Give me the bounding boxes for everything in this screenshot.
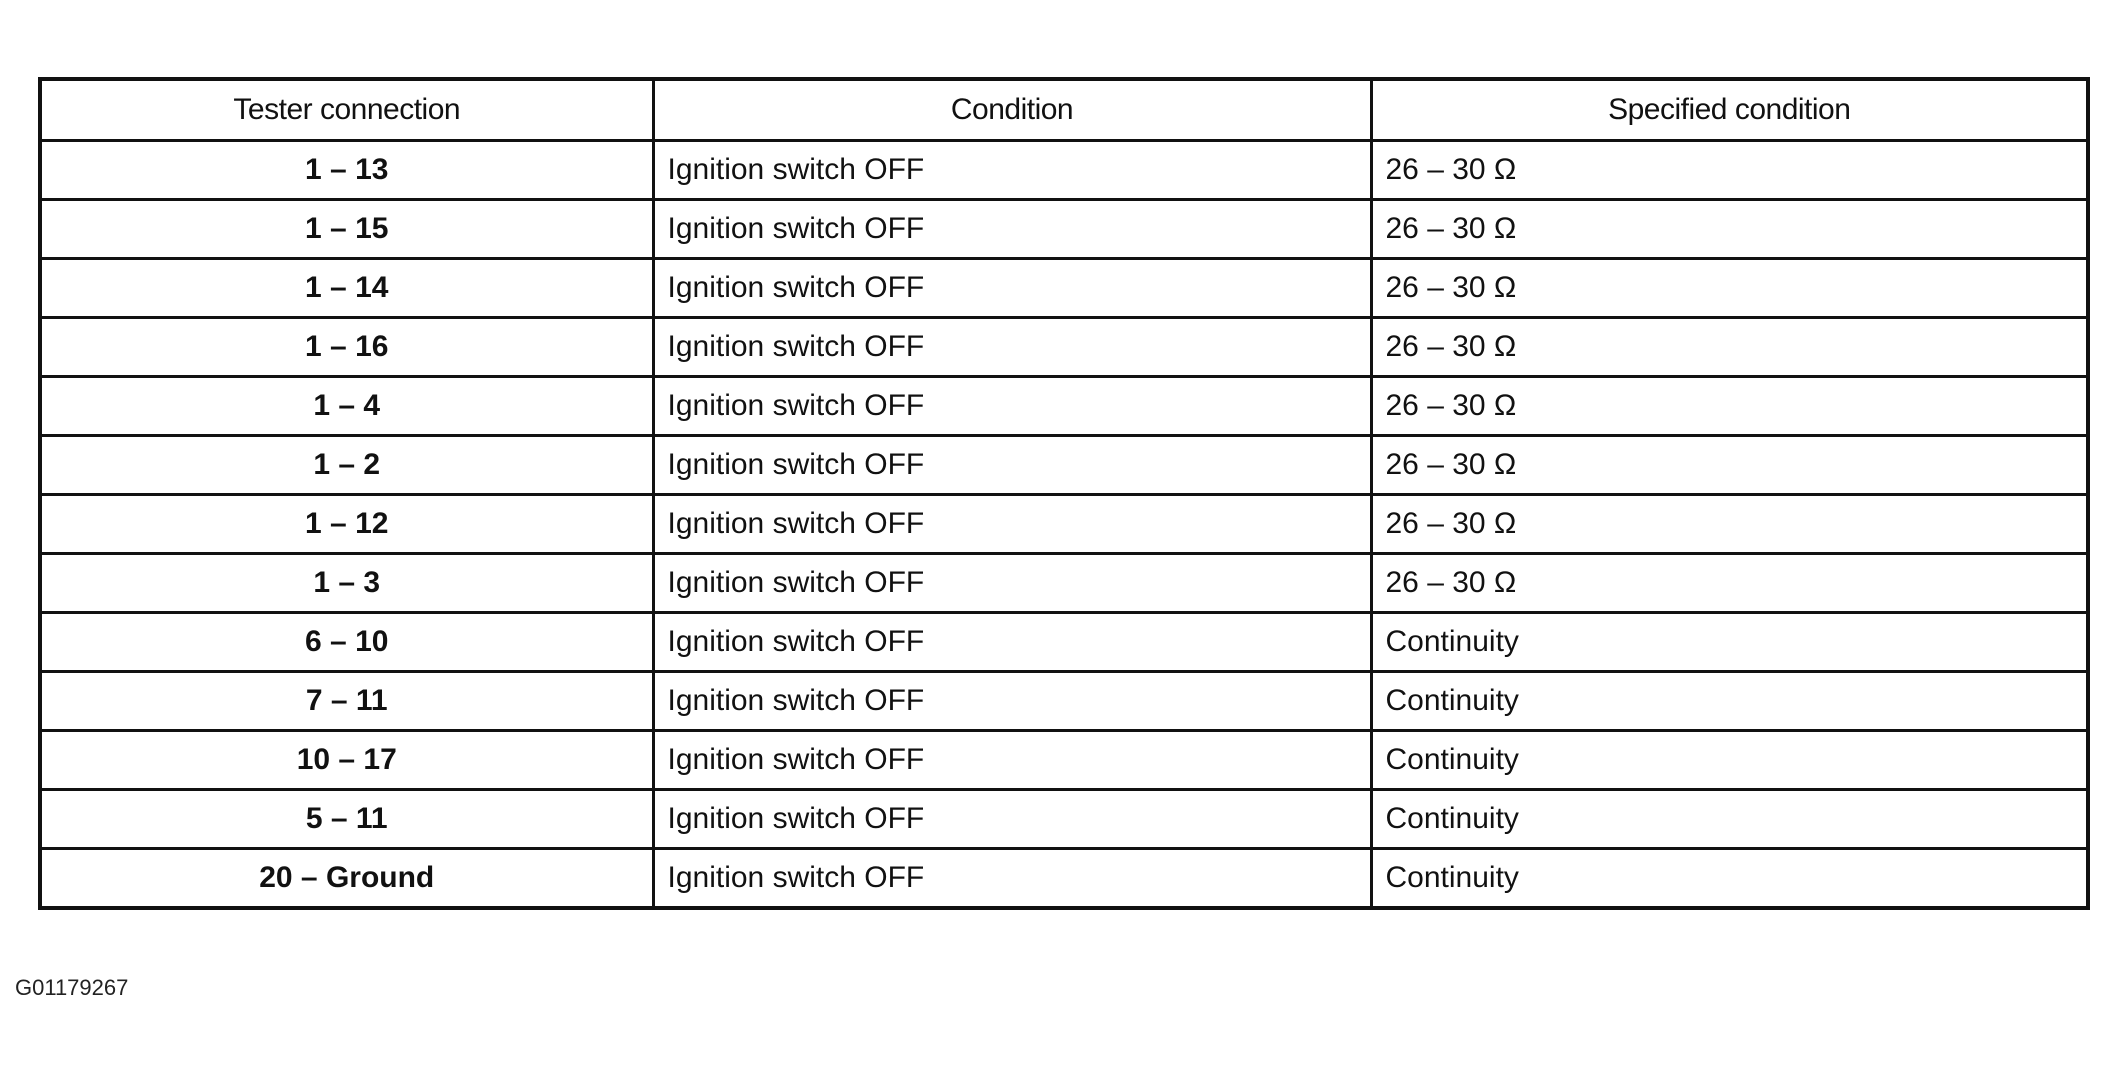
specified-condition-cell: Continuity [1371, 613, 2088, 672]
specified-condition-cell: Continuity [1371, 849, 2088, 909]
condition-cell: Ignition switch OFF [653, 731, 1371, 790]
specified-condition-cell: 26 – 30 Ω [1371, 318, 2088, 377]
tester-connection-cell: 1 – 2 [40, 436, 653, 495]
specified-condition-cell: 26 – 30 Ω [1371, 200, 2088, 259]
tester-connection-cell: 1 – 12 [40, 495, 653, 554]
specified-condition-cell: Continuity [1371, 672, 2088, 731]
specified-condition-cell: Continuity [1371, 731, 2088, 790]
condition-cell: Ignition switch OFF [653, 318, 1371, 377]
spec-table [38, 77, 2090, 910]
table-row [40, 849, 2088, 909]
table-row [40, 672, 2088, 731]
specified-condition-cell: 26 – 30 Ω [1371, 259, 2088, 318]
table-row [40, 790, 2088, 849]
specified-condition-cell: 26 – 30 Ω [1371, 436, 2088, 495]
tester-connection-cell: 6 – 10 [40, 613, 653, 672]
table-row [40, 318, 2088, 377]
table-row [40, 554, 2088, 613]
condition-cell: Ignition switch OFF [653, 849, 1371, 909]
specified-condition-cell: 26 – 30 Ω [1371, 554, 2088, 613]
table-row [40, 200, 2088, 259]
condition-cell: Ignition switch OFF [653, 259, 1371, 318]
tester-connection-cell: 10 – 17 [40, 731, 653, 790]
specified-condition-cell: Continuity [1371, 790, 2088, 849]
header-tester-connection: Tester connection [40, 79, 653, 141]
condition-cell: Ignition switch OFF [653, 141, 1371, 200]
tester-connection-cell: 1 – 13 [40, 141, 653, 200]
condition-cell: Ignition switch OFF [653, 200, 1371, 259]
header-condition: Condition [653, 79, 1371, 141]
table-row [40, 141, 2088, 200]
table-header-row [40, 79, 2088, 141]
table-row [40, 377, 2088, 436]
table-row [40, 259, 2088, 318]
tester-connection-cell: 1 – 16 [40, 318, 653, 377]
table-row [40, 613, 2088, 672]
condition-cell: Ignition switch OFF [653, 554, 1371, 613]
tester-connection-cell: 1 – 15 [40, 200, 653, 259]
tester-connection-cell: 5 – 11 [40, 790, 653, 849]
condition-cell: Ignition switch OFF [653, 672, 1371, 731]
specified-condition-cell: 26 – 30 Ω [1371, 141, 2088, 200]
condition-cell: Ignition switch OFF [653, 436, 1371, 495]
tester-connection-cell: 1 – 4 [40, 377, 653, 436]
specified-condition-cell: 26 – 30 Ω [1371, 495, 2088, 554]
table-row [40, 436, 2088, 495]
specified-condition-cell: 26 – 30 Ω [1371, 377, 2088, 436]
table-row [40, 731, 2088, 790]
tester-connection-cell: 1 – 3 [40, 554, 653, 613]
condition-cell: Ignition switch OFF [653, 495, 1371, 554]
tester-connection-cell: 7 – 11 [40, 672, 653, 731]
figure-id-label: G01179267 [15, 975, 129, 1000]
table-row [40, 495, 2088, 554]
condition-cell: Ignition switch OFF [653, 790, 1371, 849]
tester-connection-cell: 1 – 14 [40, 259, 653, 318]
condition-cell: Ignition switch OFF [653, 377, 1371, 436]
tester-connection-cell: 20 – Ground [40, 849, 653, 909]
condition-cell: Ignition switch OFF [653, 613, 1371, 672]
header-specified-condition: Specified condition [1371, 79, 2088, 141]
